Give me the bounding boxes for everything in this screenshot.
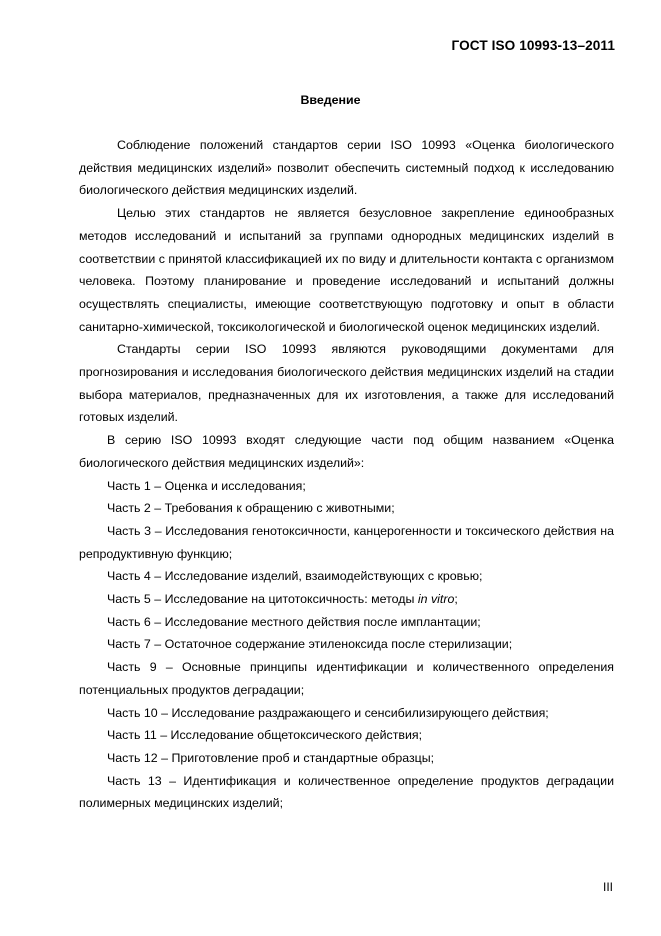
list-item: Часть 10 – Исследование раздражающего и сенсибилизирующего действия; xyxy=(107,705,549,720)
list-item: Часть 9 – Основные принципы идентификации и количественного определения потенциальных продуктов деградации; xyxy=(79,660,614,697)
paragraph: Соблюдение положений стандартов серии ISO 10993 «Оценка биологического действия медицинских изделий» позволит обеспечить системный подход к исследованию биологического действия медицинских изделий. xyxy=(79,138,614,198)
list-item: Часть 2 – Требования к обращению с животными; xyxy=(107,501,395,516)
document-body xyxy=(79,134,614,815)
list-item: Часть 1 – Оценка и исследования; xyxy=(107,478,306,493)
list-item: Часть 6 – Исследование местного действия после имплантации; xyxy=(107,614,481,629)
list-item: Часть 12 – Приготовление проб и стандартные образцы; xyxy=(107,750,435,765)
list-item-text: ; xyxy=(454,592,458,607)
list-item xyxy=(79,588,614,611)
list-item: Часть 13 – Идентификация и количественное определение продуктов деградации полимерных медицинских изделий; xyxy=(79,773,614,811)
page-number: III xyxy=(602,880,613,894)
list-item: Часть 7 – Остаточное содержание этиленоксида после стерилизации; xyxy=(107,637,513,652)
list-item-italic: in vitro xyxy=(417,592,455,607)
paragraph: Стандарты серии ISO 10993 являются руководящими документами для прогнозирования и исследования биологического действия медицинских изделий на стадии выбора материалов, предназначенных для их изготовления, а также для исследований готовых изделий. xyxy=(79,342,614,425)
list-intro: В серию ISO 10993 входят следующие части под общим названием «Оценка биологического действия медицинских изделий»: xyxy=(79,433,614,470)
list-item: Часть 11 – Исследование общетоксического действия; xyxy=(107,728,423,743)
document-header: ГОСТ ISO 10993-13–2011 xyxy=(451,38,615,53)
list-item: Часть 3 – Исследования генотоксичности, канцерогенности и токсического действия на репродуктивную функцию; xyxy=(79,523,614,561)
paragraph: Целью этих стандартов не является безусловное закрепление единообразных методов исследований и испытаний за группами однородных медицинских изделий в соответствии с принятой классификацией их по виду и длительности контакта с организмом человека. Поэтому планирование и проведение исследований и испытаний должны осуществлять специалисты, имеющие соответствующую подготовку и опыт в области санитарно-химической, токсикологической и биологической оценок медицинских изделий. xyxy=(79,206,614,334)
list-item: Часть 4 – Исследование изделий, взаимодействующих с кровью; xyxy=(107,569,483,584)
section-title: Введение xyxy=(300,93,361,107)
list-item-text: Часть 5 – Исследование на цитотоксичность: методы xyxy=(107,592,418,607)
